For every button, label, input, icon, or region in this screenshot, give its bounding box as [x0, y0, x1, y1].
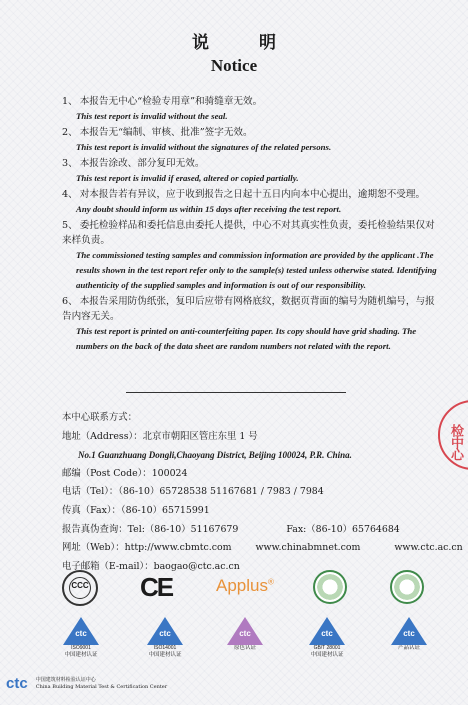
notice-text-en: This test report is invalid if erased, altered or copied partially.: [76, 173, 299, 183]
ctc-triangle-icon: ctc: [391, 617, 427, 645]
postcode-label: 邮编（Post Code）：: [62, 467, 152, 479]
fax-row: [62, 502, 442, 521]
notice-text-cn: 本报告无中心“检验专用章”和骑缝章无效。: [79, 96, 263, 107]
web-row: [62, 539, 463, 558]
web-link-ctc[interactable]: www.ctc.ac.cn: [394, 542, 463, 554]
applus-logo: Applus®: [216, 576, 274, 595]
postcode-value: 100024: [151, 467, 188, 479]
tel-row: [62, 483, 442, 502]
address-en: No.1 Guanzhuang Dongli,Chaoyang District, Beijing 100024, P.R. China.: [78, 450, 352, 461]
tel-label: 电话（Tel）：: [62, 486, 119, 498]
ctc-certification-badges: [0, 617, 468, 661]
notice-title-chinese: 说 明: [192, 33, 298, 53]
report-query-label: 报告真伪查询：: [62, 523, 128, 535]
notice-title-english: Notice: [210, 56, 258, 75]
footer-org-en: China Building Material Test & Certification Center: [35, 683, 168, 690]
report-query-row: [62, 521, 442, 540]
ctc-badge: ctc ISO9001 中国建材认证: [56, 617, 106, 659]
footer-org-cn: 中国建筑材料检验认证中心: [35, 676, 96, 683]
section-divider: [126, 392, 346, 393]
ccc-mark-icon: CCC: [62, 570, 98, 606]
notice-list: [62, 94, 442, 355]
report-query-fax: Fax:（86-10）65764684: [286, 523, 400, 535]
green-certification-seal-icon: [390, 570, 424, 604]
tel-value: （86-10）65728538 51167681 / 7983 / 7984: [118, 486, 324, 498]
web-link-chinabmnet[interactable]: www.chinabmnet.com: [255, 542, 361, 554]
notice-item: [62, 156, 442, 186]
contact-heading: 本中心联系方式：: [62, 412, 138, 423]
ctc-triangle-icon: ctc: [63, 617, 99, 645]
ctc-triangle-icon: ctc: [227, 617, 263, 645]
web-link-cbmtc[interactable]: http://www.cbmtc.com: [124, 542, 232, 554]
address-label: 地址（Address）：: [62, 430, 143, 442]
fax-value: （86-10）65715991: [120, 504, 210, 516]
address-row: [62, 428, 442, 447]
notice-number: 3、: [62, 158, 78, 169]
address-cn: 北京市朝阳区管庄东里 1 号: [142, 430, 258, 442]
notice-text-en: Any doubt should inform us within 15 days after receiving the test report.: [76, 204, 342, 214]
notice-text-cn: 对本报告若有异议，应于收到报告之日起十五日内向本中心提出，逾期恕不受理。: [79, 189, 426, 200]
report-query-tel: Tel:（86-10）51167679: [127, 523, 239, 535]
notice-text-cn: 本报告无“编制、审核、批准”签字无效。: [79, 127, 253, 138]
notice-text-en: This test report is invalid without the seal.: [76, 111, 228, 121]
notice-number: 4、: [62, 189, 78, 200]
notice-item: [62, 294, 442, 354]
email-label: 电子邮箱（E-mail）：: [62, 560, 154, 572]
notice-text-en: This test report is invalid without the signatures of the related persons.: [76, 142, 332, 152]
ctc-triangle-icon: ctc: [147, 617, 183, 645]
email-value[interactable]: baogao@ctc.ac.cn: [153, 560, 240, 572]
ce-mark-icon: CE: [140, 572, 173, 602]
fax-label: 传真（Fax）：: [62, 504, 121, 516]
notice-item: [62, 218, 442, 293]
certification-logos-row: [0, 568, 468, 610]
red-seal-stamp: 检中心: [438, 400, 468, 470]
postcode-row: [62, 465, 442, 484]
notice-text-cn: 本报告采用防伪纸张，复印后应带有网格底纹，数据页背面的编号为随机编号，与报告内容无关。: [62, 296, 435, 322]
notice-text-cn: 委托检验样品和委托信息由委托人提供，中心不对其真实性负责，委托检验结果仅对来样负责。: [62, 220, 435, 246]
notice-number: 5、: [62, 220, 78, 231]
notice-number: 6、: [62, 296, 78, 307]
notice-item: [62, 94, 442, 124]
notice-text-en: The commissioned testing samples and commission information are provided by the applicant .The results shown in the test report refer only to the sample(s) tested unless otherwise stated. Identifying authenticity of the supplied samples and information is out of our responsibility.: [76, 250, 437, 290]
green-certification-seal-icon: [313, 570, 347, 604]
notice-item: [62, 187, 442, 217]
ctc-logo: ctc: [6, 675, 28, 692]
notice-text-en: This test report is printed on anti-counterfeiting paper. Its copy should have grid shading. The numbers on the back of the data sheet are random numbers not related with the report.: [76, 326, 417, 351]
ctc-triangle-icon: ctc: [309, 617, 345, 645]
footer-organization-logo: [6, 673, 167, 693]
notice-number: 2、: [62, 127, 78, 138]
web-label: 网址（Web）：: [62, 542, 125, 554]
ctc-badge: ctc 原色认证: [220, 617, 270, 652]
ctc-badge: ctc ISO14001 中国建材认证: [140, 617, 190, 659]
ctc-badge: ctc 产品认证: [384, 617, 434, 652]
notice-text-cn: 本报告涂改、部分复印无效。: [79, 158, 205, 169]
notice-number: 1、: [62, 96, 78, 107]
ctc-badge: ctc GB/T 28001 中国建材认证: [302, 617, 352, 659]
notice-item: [62, 125, 442, 155]
